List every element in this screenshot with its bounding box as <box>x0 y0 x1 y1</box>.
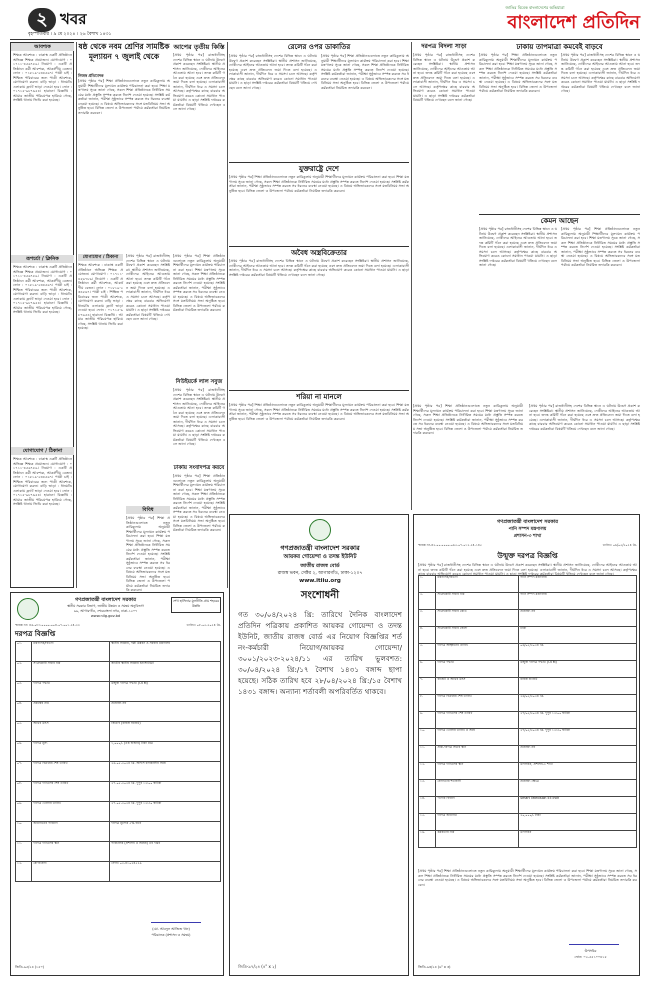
table-row <box>16 642 221 662</box>
table-cell: জিওবি (রাজস্ব বাজেট) <box>110 722 221 742</box>
table-cell: ০৭. <box>16 762 32 782</box>
tender-ad-water-dept: পানি সম্পদ মন্ত্রণালয় <box>508 527 547 532</box>
table-cell: দরপত্র পদ্ধতি <box>436 661 519 678</box>
correction-ad-addr: রাজস্ব ভবন, সেক্টর ২, আগারগাঁও, ঢাকা-১২০৭ <box>277 571 363 576</box>
table-cell: প্রযোজ্য নয় <box>519 746 637 763</box>
table-row <box>16 802 221 822</box>
article-heat-body-2: [প্রথম পৃষ্ঠার পর] রাজধানীসহ দেশের বিভিন্ন স্থানে এ ঘটনায় উদ্বেগ প্রকাশ করেছেন সংশ্লিষ্টরা। স্থানীয় প্রশাসন জানিয়েছে, দোষীদের আইনের আওতায় আনা হবে। তদন্ত কমিটি গঠন করা হয়েছে এবং দ্রুত প্রতিবেদন জমা দিতে বলা হয়েছে। এলাকাবাসী জানান, দীর্ঘদিন ধরে এ সমস্যা চলে আসছে। কর্তৃপক্ষের কাছে বারবার অভিযোগ করেও কোনো সমাধান পাওয়া যায়নি। এ ছাড়া সংশ্লিষ্ট দপ্তরের কর্মকর্তারা বিষয়টি খতিয়ে দেখছেন বলে জানা গেছে। <box>561 53 640 93</box>
table-cell: ০১. <box>16 642 32 662</box>
table-cell: দরপত্র বিক্রয়ের শেষ তারিখ <box>32 762 110 782</box>
table-cell: বাজেট ও অর্থের উৎস <box>436 678 519 695</box>
table-cell: সংগ্রহকারী সত্তার কোড <box>436 610 519 627</box>
table-row <box>16 682 221 702</box>
article-sharia <box>229 392 409 510</box>
table-row <box>419 610 637 627</box>
table-cell: দরপত্র দাখিলের শেষ তারিখ <box>436 712 519 729</box>
table-row <box>419 763 637 780</box>
classifieds-text-2: শিক্ষক আবশ্যক : ঢাকাস্থ একটি প্রতিষ্ঠানে অভিজ্ঞ শিক্ষক প্রয়োজন। যোগাযোগ : ০১৭১১-৪৫৬৭৮৯। নিয়োগ : একটি প্রতিষ্ঠানে কর্মী আবশ্যক, আকর্ষণীয় বেতন। ফোন : ০১৮১৯-২৩৪৫৬৭। পাত্রী চাই : শিক্ষিত পরিবারের জন্য পাত্রী আবশ্যক, যোগাযোগ করুন। বাড়ি ভাড়া : ধানমণ্ডি এলাকায় ফ্ল্যাট ভাড়া দেওয়া হবে। ফোন : ০১৭১৫-৯৮৭৬৫৪। হারানো বিজ্ঞপ্তি : আমার জাতীয় পরিচয়পত্র হারিয়ে গেছে, সংশ্লিষ্ট থানায় জিডি করা হয়েছে। <box>13 265 72 314</box>
table-cell: ২৭/০৫/২০২৪ খ্রি. দুপুর ১২:৩০ ঘটিকা <box>519 729 637 746</box>
correction-ad-code: জিডি-৯৭/২৪ (৪" x ২) <box>238 964 277 969</box>
table-cell: দরপত্র খোলার তারিখ ও সময় <box>436 729 519 746</box>
table-cell: স্থানীয় সরকার, পল্লী উন্নয়ন ও সমবায় মন্ত্রণালয় <box>110 642 221 662</box>
table-cell: অর্থের উৎস <box>32 722 110 742</box>
table-row <box>419 695 637 712</box>
table-cell: ০৬/০৫/২০২৪ খ্রি. <box>519 644 637 661</box>
article-us <box>229 164 409 244</box>
table-cell: যোগাযোগ <box>32 862 110 882</box>
tender-ad-water-signer: উপসচিব <box>584 949 597 953</box>
table-row <box>419 729 637 746</box>
table-cell: দরপত্র বিক্রয়ের শেষ তারিখ <box>436 695 519 712</box>
section-label: খবর <box>60 10 87 28</box>
correction-ad-body: গত ৩০/০৪/২০২৪ খ্রি: তারিখে দৈনিক বাংলাদেশ প্রতিদিন পত্রিকায় প্রকাশিত আয়কর গোয়েন্দা ও তদন্ত ইউনিট, জাতীয় রাজস্ব বোর্ড এর নিয়োগ বিজ্ঞপ্তির শর্ত নং-কর্মচারী নিয়োগ/আয়কর গোয়েন্দা/৩০০১/২০২৩-২০২৪/১১ এর তারিখ ভুলবশত: ৩০/০৪/২০২৪ খ্রি:/১৭ বৈশাখ ১৪৩১ বঙ্গাব্দ ছাপা হয়েছে। সঠিক তারিখ হবে ২৮/০৪/২০২৪ খ্রি:/১৫ বৈশাখ ১৪৩১ বঙ্গাব্দ। অন্যান্য শর্তাবলী অপরিবর্তিত থাকবে। <box>238 610 402 696</box>
article-newyork-headline: নিউইয়র্কে লাল সবুজ <box>175 379 223 385</box>
table-row <box>16 782 221 802</box>
tender-ad-nilg-date: তারিখ: ০৮-০৫-২০২৪ খ্রি. <box>186 623 221 627</box>
article-sports-col <box>78 254 123 588</box>
article-installment-headline: আপের তৃতীয় কিস্তি <box>173 43 225 51</box>
tender-table-nilg <box>15 641 221 882</box>
tender-ad-nilg-code: জিডি-৯৫/২৪ (১৫০) <box>15 965 44 969</box>
table-cell: দরপত্র দাখিলের শেষ তারিখ <box>32 782 110 802</box>
tender-ad-nilg-title: দরপত্র বিজ্ঞপ্তি <box>15 630 56 638</box>
tender-ad-water-sub: প্রশাসন-৩ শাখা <box>513 534 542 539</box>
tender-ad-water <box>413 514 640 976</box>
table-cell: ৩. <box>419 610 436 627</box>
tender-ad-nilg-signer: (মো. আবদুল আজিজ খান) <box>152 927 190 931</box>
tender-ad-nilg-table <box>15 641 221 901</box>
tender-ad-nilg-web: www.nilg.gov.bd <box>90 614 121 618</box>
masthead-tagline: জাতির বিবেক বাংলাদেশের অভিযাত্রা <box>505 5 565 10</box>
article-installment-2 <box>173 254 225 376</box>
table-cell: দরপত্র আহ্বানের তারিখ <box>436 644 519 661</box>
table-cell: দরপত্র জামানত <box>436 814 519 831</box>
table-cell: উপসচিব, প্রশাসন-৩ শাখা <box>519 763 637 780</box>
table-cell: ০৩. <box>16 682 32 702</box>
tender-ad-water-title: উন্মুক্ত দরপত্র বিজ্ঞপ্তি <box>497 552 558 560</box>
table-cell: ১২. <box>419 763 436 780</box>
table-row <box>16 662 221 682</box>
table-row <box>419 593 637 610</box>
article-us-headline: যুক্তরাষ্ট্রে দেশে <box>299 165 339 173</box>
table-cell: ফোন: ০২-৪১০২৪৫২৯ <box>110 862 221 882</box>
table-cell: Smart Television 55 Inch <box>519 797 637 814</box>
table-row <box>16 822 221 842</box>
table-cell: উন্মুক্ত দরপত্র পদ্ধতি (OTM) <box>110 682 221 702</box>
table-cell: ১৪. <box>419 797 436 814</box>
table-cell: ০৪. <box>16 702 32 722</box>
table-cell: প্রযোজ্য নয় <box>519 610 637 627</box>
table-cell: ১০. <box>16 822 32 842</box>
tender-ad-nilg-signer-title: পরিচালক (প্রশাসন ও সমন্বয়) <box>151 933 191 937</box>
article-heat-body-1: [প্রথম পৃষ্ঠার পর] শিক্ষা প্রতিষ্ঠানগুলোতে নতুন কারিকুলাম অনুযায়ী শিক্ষার্থীদের মূল্যায়ন কার্যক্রম পরিচালনা করা হবে। শিক্ষা মন্ত্রণালয় সূত্রে জানা গেছে, সকল শিক্ষা প্রতিষ্ঠানকে নির্ধারিত সময়ের মধ্যে প্রস্তুতি সম্পন্ন করতে নির্দেশ দেওয়া হয়েছে। সংশ্লিষ্ট কর্মকর্তারা জানান, পরীক্ষা সুষ্ঠুভাবে সম্পন্ন করতে সব ধরনের ব্যবস্থা নেওয়া হয়েছে। এ বিষয়ে অভিভাবকদের সঙ্গে মতবিনিময় সভা অনুষ্ঠিত হবে। বিভিন্ন জেলা ও উপজেলা পর্যায়ে কর্মকর্তারা নিয়মিত তদারকি করবেন। <box>479 53 557 93</box>
article-continued <box>413 404 640 510</box>
table-cell: ২. <box>419 593 436 610</box>
tender-ad-nilg-slogan: শেখ হাসিনার মূলনীতি গ্রাম শহরের উন্নতি <box>171 597 221 613</box>
table-cell: উন্মুক্ত দরপত্র পদ্ধতি (OTM) <box>519 661 637 678</box>
table-cell: রাজস্ব বাজেট <box>519 678 637 695</box>
tender-ad-water-signer-title: ফোন: ০২-৫৫১০০৪১৫ <box>574 955 607 959</box>
gov-seal-icon <box>17 598 39 620</box>
page-number-badge: ২ <box>28 8 56 32</box>
article-installment-body: [প্রথম পৃষ্ঠার পর] রাজধানীসহ দেশের বিভিন্ন স্থানে এ ঘটনায় উদ্বেগ প্রকাশ করেছেন সংশ্লিষ্টরা। স্থানীয় প্রশাসন জানিয়েছে, দোষীদের আইনের আওতায় আনা হবে। তদন্ত কমিটি গঠন করা হয়েছে এবং দ্রুত প্রতিবেদন জমা দিতে বলা হয়েছে। এলাকাবাসী জানান, দীর্ঘদিন ধরে এ সমস্যা চলে আসছে। কর্তৃপক্ষের কাছে বারবার অভিযোগ করেও কোনো সমাধান পাওয়া যায়নি। এ ছাড়া সংশ্লিষ্ট দপ্তরের কর্মকর্তারা বিষয়টি খতিয়ে দেখছেন বলে জানা গেছে। <box>173 53 225 111</box>
article-press-body: [প্রথম পৃষ্ঠার পর] শিক্ষা প্রতিষ্ঠানগুলোতে নতুন কারিকুলাম অনুযায়ী শিক্ষার্থীদের মূল্যায়ন কার্যক্রম পরিচালনা করা হবে। শিক্ষা মন্ত্রণালয় সূত্রে জানা গেছে, সকল শিক্ষা প্রতিষ্ঠানকে নির্ধারিত সময়ের মধ্যে প্রস্তুতি সম্পন্ন করতে নির্দেশ দেওয়া হয়েছে। সংশ্লিষ্ট কর্মকর্তারা জানান, পরীক্ষা সুষ্ঠুভাবে সম্পন্ন করতে সব ধরনের ব্যবস্থা নেওয়া হয়েছে। এ বিষয়ে অভিভাবকদের সঙ্গে মতবিনিময় সভা অনুষ্ঠিত হবে। বিভিন্ন জেলা ও উপজেলা পর্যায়ে কর্মকর্তারা নিয়মিত তদারকি করবেন। <box>173 474 225 532</box>
table-cell: দরপত্র মূল্যের ৫% হারে <box>110 822 221 842</box>
article-exam-headline: ষষ্ঠ থেকে নবম শ্রেণির সামষ্টিক মূল্যায়ন ৭ জুলাই থেকে <box>78 42 170 61</box>
col-divider-c <box>411 42 412 510</box>
tender-table-water <box>418 575 637 848</box>
table-cell: সংগ্রহকারী সত্তার জেলা <box>436 627 519 644</box>
article-press-headline: ঢাকায় সংবাদপত্র করবে <box>173 465 225 471</box>
table-cell: ১১. <box>419 746 436 763</box>
table-cell: প্রকল্পের নাম <box>32 702 110 722</box>
table-cell: সংগ্রহকারী সত্তার নাম <box>32 662 110 682</box>
table-cell: ২৭-০৫-২০২৪ খ্রি. দুপুর ১২:০০ ঘটিকা <box>110 782 221 802</box>
article-howareyou <box>479 216 640 402</box>
correction-ad-web: www.itiiu.org <box>299 578 341 584</box>
tender-ad-nilg-addr: ৯৯, আগারগাঁও, শেরেবাংলা নগর, ঢাকা-১২০৭ <box>73 609 138 613</box>
tender-ad-water-code: জিডি-৯৩/২৪ (৬" x ৩) <box>418 965 451 969</box>
table-cell: উপসচিব <box>519 831 637 848</box>
article-installment <box>173 42 225 252</box>
correction-ad <box>229 514 409 976</box>
table-cell: ০৫. <box>16 722 32 742</box>
table-cell: কর্মকর্তার নাম <box>436 831 519 848</box>
article-howareyou-body-1: [প্রথম পৃষ্ঠার পর] রাজধানীসহ দেশের বিভিন্ন স্থানে এ ঘটনায় উদ্বেগ প্রকাশ করেছেন সংশ্লিষ্টরা। স্থানীয় প্রশাসন জানিয়েছে, দোষীদের আইনের আওতায় আনা হবে। তদন্ত কমিটি গঠন করা হয়েছে এবং দ্রুত প্রতিবেদন জমা দিতে বলা হয়েছে। এলাকাবাসী জানান, দীর্ঘদিন ধরে এ সমস্যা চলে আসছে। কর্তৃপক্ষের কাছে বারবার অভিযোগ করেও কোনো সমাধান পাওয়া যায়নি। এ ছাড়া সংশ্লিষ্ট দপ্তরের কর্মকর্তারা বিষয়টি খতিয়ে দেখছেন বলে জানা গেছে। <box>479 227 557 267</box>
classifieds-column <box>10 42 74 588</box>
masthead-logo: বাংলাদেশ প্রতিদিন <box>507 12 640 33</box>
article-continued-body-1: [প্রথম পৃষ্ঠার পর] শিক্ষা প্রতিষ্ঠানগুলোতে নতুন কারিকুলাম অনুযায়ী শিক্ষার্থীদের মূল্যায়ন কার্যক্রম পরিচালনা করা হবে। শিক্ষা মন্ত্রণালয় সূত্রে জানা গেছে, সকল শিক্ষা প্রতিষ্ঠানকে নির্ধারিত সময়ের মধ্যে প্রস্তুতি সম্পন্ন করতে নির্দেশ দেওয়া হয়েছে। সংশ্লিষ্ট কর্মকর্তারা জানান, পরীক্ষা সুষ্ঠুভাবে সম্পন্ন করতে সব ধরনের ব্যবস্থা নেওয়া হয়েছে। এ বিষয়ে অভিভাবকদের সঙ্গে মতবিনিময় সভা অনুষ্ঠিত হবে। বিভিন্ন জেলা ও উপজেলা পর্যায়ে কর্মকর্তারা নিয়মিত তদারকি করবেন। <box>413 404 523 435</box>
classifieds-text-3: শিক্ষক আবশ্যক : ঢাকাস্থ একটি প্রতিষ্ঠানে অভিজ্ঞ শিক্ষক প্রয়োজন। যোগাযোগ : ০১৭১১-৪৫৬৭৮৯। নিয়োগ : একটি প্রতিষ্ঠানে কর্মী আবশ্যক, আকর্ষণীয় বেতন। ফোন : ০১৮১৯-২৩৪৫৬৭। পাত্রী চাই : শিক্ষিত পরিবারের জন্য পাত্রী আবশ্যক, যোগাযোগ করুন। বাড়ি ভাড়া : ধানমণ্ডি এলাকায় ফ্ল্যাট ভাড়া দেওয়া হবে। ফোন : ০১৭১৫-৯৮৭৬৫৪। হারানো বিজ্ঞপ্তি : আমার জাতীয় পরিচয়পত্র হারিয়ে গেছে, সংশ্লিষ্ট থানায় জিডি করা হয়েছে। <box>13 457 72 506</box>
table-cell: ৫. <box>419 644 436 661</box>
article-misc-heading: বিবিধ <box>126 506 170 514</box>
correction-ad-gov: গণপ্রজাতন্ত্রী বাংলাদেশ সরকার <box>280 544 360 552</box>
article-misc-body-2: [প্রথম পৃষ্ঠার পর] শিক্ষা প্রতিষ্ঠানগুলোতে নতুন কারিকুলাম অনুযায়ী শিক্ষার্থীদের মূল্যায়ন কার্যক্রম পরিচালনা করা হবে। শিক্ষা মন্ত্রণালয় সূত্রে জানা গেছে, সকল শিক্ষা প্রতিষ্ঠানকে নির্ধারিত সময়ের মধ্যে প্রস্তুতি সম্পন্ন করতে নির্দেশ দেওয়া হয়েছে। সংশ্লিষ্ট কর্মকর্তারা জানান, পরীক্ষা সুষ্ঠুভাবে সম্পন্ন করতে সব ধরনের ব্যবস্থা নেওয়া হয়েছে। এ বিষয়ে অভিভাবকদের সঙ্গে মতবিনিময় সভা অনুষ্ঠিত হবে। বিভিন্ন জেলা ও উপজেলা পর্যায়ে কর্মকর্তারা নিয়মিত তদারকি করবেন। <box>126 516 170 592</box>
col-divider-b <box>227 42 228 588</box>
divider-4 <box>479 214 640 215</box>
article-exam-byline: নিজস্ব প্রতিবেদক <box>78 73 104 78</box>
classifieds-heading-3: যোগাযোগ / ঠিকানা <box>11 447 74 455</box>
table-cell: পণ্যের বিবরণ <box>436 797 519 814</box>
table-cell: ০৮. <box>16 782 32 802</box>
article-misc-col <box>126 254 170 592</box>
article-arms-body: [প্রথম পৃষ্ঠার পর] রাজধানীসহ দেশের বিভিন্ন স্থানে এ ঘটনায় উদ্বেগ প্রকাশ করেছেন সংশ্লিষ্টরা। স্থানীয় প্রশাসন জানিয়েছে, দোষীদের আইনের আওতায় আনা হবে। তদন্ত কমিটি গঠন করা হয়েছে এবং দ্রুত প্রতিবেদন জমা দিতে বলা হয়েছে। এলাকাবাসী জানান, দীর্ঘদিন ধরে এ সমস্যা চলে আসছে। কর্তৃপক্ষের কাছে বারবার অভিযোগ করেও কোনো সমাধান পাওয়া যায়নি। এ ছাড়া সংশ্লিষ্ট দপ্তরের কর্মকর্তারা বিষয়টি খতিয়ে দেখছেন বলে জানা গেছে। <box>229 259 409 277</box>
article-continued-body-2: [প্রথম পৃষ্ঠার পর] রাজধানীসহ দেশের বিভিন্ন স্থানে এ ঘটনায় উদ্বেগ প্রকাশ করেছেন সংশ্লিষ্টরা। স্থানীয় প্রশাসন জানিয়েছে, দোষীদের আইনের আওতায় আনা হবে। তদন্ত কমিটি গঠন করা হয়েছে এবং দ্রুত প্রতিবেদন জমা দিতে বলা হয়েছে। এলাকাবাসী জানান, দীর্ঘদিন ধরে এ সমস্যা চলে আসছে। কর্তৃপক্ষের কাছে বারবার অভিযোগ করেও কোনো সমাধান পাওয়া যায়নি। এ ছাড়া সংশ্লিষ্ট দপ্তরের কর্মকর্তারা বিষয়টি খতিয়ে দেখছেন বলে জানা গেছে। <box>529 404 640 431</box>
table-cell: ৬. <box>419 661 436 678</box>
table-row <box>16 722 221 742</box>
tender-ad-water-date: তারিখ: ০৬/০৫/২০২৪ খ্রি. <box>602 543 637 547</box>
gov-seal-icon-2 <box>309 519 331 541</box>
tender-ad-nilg <box>10 592 224 976</box>
article-howareyou-headline: কেমন আছেন <box>540 217 579 225</box>
article-sports-heading: যোগাযোগ / ঠিকানা <box>78 254 123 261</box>
table-cell: ১০. <box>419 729 436 746</box>
table-cell: সংগ্রহকারী সত্তার নাম <box>436 593 519 610</box>
tender-ad-water-intro: [প্রথম পৃষ্ঠার পর] রাজধানীসহ দেশের বিভিন্ন স্থানে এ ঘটনায় উদ্বেগ প্রকাশ করেছেন সংশ্লিষ্টরা। স্থানীয় প্রশাসন জানিয়েছে, দোষীদের আইনের আওতায় আনা হবে। তদন্ত কমিটি গঠন করা হয়েছে এবং দ্রুত প্রতিবেদন জমা দিতে বলা হয়েছে। এলাকাবাসী জানান, দীর্ঘদিন ধরে এ সমস্যা চলে আসছে। কর্তৃপক্ষের কাছে বারবার অভিযোগ করেও কোনো সমাধান পাওয়া যায়নি। এ ছাড়া সংশ্লিষ্ট দপ্তরের কর্মকর্তারা বিষয়টি খতিয়ে দেখছেন বলে জানা গেছে। <box>418 563 637 576</box>
tender-ad-nilg-gov: গণপ্রজাতন্ত্রী বাংলাদেশ সরকার <box>75 597 136 603</box>
table-cell: ০২. <box>16 662 32 682</box>
tender-ad-water-gov: গণপ্রজাতন্ত্রী বাংলাদেশ সরকার <box>497 519 558 525</box>
tender-ad-water-table-wrap <box>418 575 637 865</box>
table-row <box>419 712 637 729</box>
article-exam <box>78 42 170 252</box>
classifieds-text-1: শিক্ষক আবশ্যক : ঢাকাস্থ একটি প্রতিষ্ঠানে অভিজ্ঞ শিক্ষক প্রয়োজন। যোগাযোগ : ০১৭১১-৪৫৬৭৮৯। নিয়োগ : একটি প্রতিষ্ঠানে কর্মী আবশ্যক, আকর্ষণীয় বেতন। ফোন : ০১৮১৯-২৩৪৫৬৭। পাত্রী চাই : শিক্ষিত পরিবারের জন্য পাত্রী আবশ্যক, যোগাযোগ করুন। বাড়ি ভাড়া : ধানমণ্ডি এলাকায় ফ্ল্যাট ভাড়া দেওয়া হবে। ফোন : ০১৭১৫-৯৮৭৬৫৪। হারানো বিজ্ঞপ্তি : আমার জাতীয় পরিচয়পত্র হারিয়ে গেছে, সংশ্লিষ্ট থানায় জিডি করা হয়েছে। <box>13 53 72 102</box>
article-installment-body-2: [প্রথম পৃষ্ঠার পর] শিক্ষা প্রতিষ্ঠানগুলোতে নতুন কারিকুলাম অনুযায়ী শিক্ষার্থীদের মূল্যায়ন কার্যক্রম পরিচালনা করা হবে। শিক্ষা মন্ত্রণালয় সূত্রে জানা গেছে, সকল শিক্ষা প্রতিষ্ঠানকে নির্ধারিত সময়ের মধ্যে প্রস্তুতি সম্পন্ন করতে নির্দেশ দেওয়া হয়েছে। সংশ্লিষ্ট কর্মকর্তারা জানান, পরীক্ষা সুষ্ঠুভাবে সম্পন্ন করতে সব ধরনের ব্যবস্থা নেওয়া হয়েছে। এ বিষয়ে অভিভাবকদের সঙ্গে মতবিনিময় সভা অনুষ্ঠিত হবে। বিভিন্ন জেলা ও উপজেলা পর্যায়ে কর্মকর্তারা নিয়মিত তদারকি করবেন। <box>173 254 225 312</box>
table-cell: দরপত্র দাখিলের স্থান <box>32 842 110 862</box>
table-cell: ০৯. <box>16 802 32 822</box>
table-cell: ৭. <box>419 678 436 695</box>
table-cell: দরপত্র দাখিলের স্থান <box>436 763 519 780</box>
article-arms <box>229 248 409 388</box>
table-cell: মন্ত্রণালয়/বিভাগ <box>436 576 519 593</box>
article-sharia-headline: শরিয়া না মানলে <box>296 393 342 401</box>
article-sports-body: শিক্ষক আবশ্যক : ঢাকাস্থ একটি প্রতিষ্ঠানে অভিজ্ঞ শিক্ষক প্রয়োজন। যোগাযোগ : ০১৭১১-৪৫৬৭৮৯। নিয়োগ : একটি প্রতিষ্ঠানে কর্মী আবশ্যক, আকর্ষণীয় বেতন। ফোন : ০১৮১৯-২৩৪৫৬৭। পাত্রী চাই : শিক্ষিত পরিবারের জন্য পাত্রী আবশ্যক, যোগাযোগ করুন। বাড়ি ভাড়া : ধানমণ্ডি এলাকায় ফ্ল্যাট ভাড়া দেওয়া হবে। ফোন : ০১৭১৫-৯৮৭৬৫৪। হারানো বিজ্ঞপ্তি : আমার জাতীয় পরিচয়পত্র হারিয়ে গেছে, সংশ্লিষ্ট থানায় জিডি করা হয়েছে। <box>78 263 123 330</box>
table-cell: ০৬. <box>16 742 32 762</box>
table-cell: ২০,০০০/- টাকা <box>519 814 637 831</box>
table-cell: দরপত্র মূল্য <box>32 742 110 762</box>
table-cell: পরিচালক (প্রশাসন ও সমন্বয়) এর দপ্তর <box>110 842 221 862</box>
divider-3 <box>229 390 409 391</box>
table-cell: ১২. <box>16 862 32 882</box>
date-line: বৃহস্পতিবার । ৯ মে ২০২৪ । ২৬ বৈশাখ ১৪৩১ <box>28 32 112 37</box>
table-cell: ৯. <box>419 712 436 729</box>
table-cell: পানি সম্পদ মন্ত্রণালয় <box>519 593 637 610</box>
table-cell: দরপত্র পদ্ধতি <box>32 682 110 702</box>
article-us-body: [প্রথম পৃষ্ঠার পর] শিক্ষা প্রতিষ্ঠানগুলোতে নতুন কারিকুলাম অনুযায়ী শিক্ষার্থীদের মূল্যায়ন কার্যক্রম পরিচালনা করা হবে। শিক্ষা মন্ত্রণালয় সূত্রে জানা গেছে, সকল শিক্ষা প্রতিষ্ঠানকে নির্ধারিত সময়ের মধ্যে প্রস্তুতি সম্পন্ন করতে নির্দেশ দেওয়া হয়েছে। সংশ্লিষ্ট কর্মকর্তারা জানান, পরীক্ষা সুষ্ঠুভাবে সম্পন্ন করতে সব ধরনের ব্যবস্থা নেওয়া হয়েছে। এ বিষয়ে অভিভাবকদের সঙ্গে মতবিনিময় সভা অনুষ্ঠিত হবে। বিভিন্ন জেলা ও উপজেলা পর্যায়ে কর্মকর্তারা নিয়মিত তদারকি করবেন। <box>229 175 409 193</box>
article-rail-headline: রেলের ওপর ডাকাতির <box>287 43 351 51</box>
table-cell: ২৭/০৫/২০২৪ খ্রি. দুপুর ১২:০০ ঘটিকা <box>519 712 637 729</box>
table-cell: ঢাকা <box>519 627 637 644</box>
table-cell: প্রযোজ্য নয় <box>110 702 221 722</box>
table-row <box>16 742 221 762</box>
table-row <box>419 644 637 661</box>
tender-ad-water-notes: [প্রথম পৃষ্ঠার পর] শিক্ষা প্রতিষ্ঠানগুলোতে নতুন কারিকুলাম অনুযায়ী শিক্ষার্থীদের মূল্যায়ন কার্যক্রম পরিচালনা করা হবে। শিক্ষা মন্ত্রণালয় সূত্রে জানা গেছে, সকল শিক্ষা প্রতিষ্ঠানকে নির্ধারিত সময়ের মধ্যে প্রস্তুতি সম্পন্ন করতে নির্দেশ দেওয়া হয়েছে। সংশ্লিষ্ট কর্মকর্তারা জানান, পরীক্ষা সুষ্ঠুভাবে সম্পন্ন করতে সব ধরনের ব্যবস্থা নেওয়া হয়েছে। এ বিষয়ে অভিভাবকদের সঙ্গে মতবিনিময় সভা অনুষ্ঠিত হবে। বিভিন্ন জেলা ও উপজেলা পর্যায়ে কর্মকর্তারা নিয়মিত তদারকি করবেন। <box>418 869 637 887</box>
divider-2 <box>229 246 409 247</box>
table-cell: প্রাক-দরপত্র সভার স্থান <box>436 746 519 763</box>
table-cell: ২৬/০৫/২০২৪ খ্রি. <box>519 695 637 712</box>
article-rail-body-1: [প্রথম পৃষ্ঠার পর] রাজধানীসহ দেশের বিভিন্ন স্থানে এ ঘটনায় উদ্বেগ প্রকাশ করেছেন সংশ্লিষ্টরা। স্থানীয় প্রশাসন জানিয়েছে, দোষীদের আইনের আওতায় আনা হবে। তদন্ত কমিটি গঠন করা হয়েছে এবং দ্রুত প্রতিবেদন জমা দিতে বলা হয়েছে। এলাকাবাসী জানান, দীর্ঘদিন ধরে এ সমস্যা চলে আসছে। কর্তৃপক্ষের কাছে বারবার অভিযোগ করেও কোনো সমাধান পাওয়া যায়নি। এ ছাড়া সংশ্লিষ্ট দপ্তরের কর্মকর্তারা বিষয়টি খতিয়ে দেখছেন বলে জানা গেছে। <box>229 54 317 90</box>
classifieds-heading-2: রূপচর্চা / ক্লিনিক <box>11 255 74 263</box>
tender-ad-nilg-dept: স্থানীয় সরকার বিভাগ, জাতীয় উন্নয়ন ও সমন্বয় অনুবিভাগ <box>67 604 144 608</box>
table-cell: প্রযোজ্য ক্ষেত্রে <box>519 780 637 797</box>
table-cell: জামানতের পরিমাণ <box>32 822 110 842</box>
article-exam-body: [প্রথম পৃষ্ঠার পর] শিক্ষা প্রতিষ্ঠানগুলোতে নতুন কারিকুলাম অনুযায়ী শিক্ষার্থীদের মূল্যায়ন কার্যক্রম পরিচালনা করা হবে। শিক্ষা মন্ত্রণালয় সূত্রে জানা গেছে, সকল শিক্ষা প্রতিষ্ঠানকে নির্ধারিত সময়ের মধ্যে প্রস্তুতি সম্পন্ন করতে নির্দেশ দেওয়া হয়েছে। সংশ্লিষ্ট কর্মকর্তারা জানান, পরীক্ষা সুষ্ঠুভাবে সম্পন্ন করতে সব ধরনের ব্যবস্থা নেওয়া হয়েছে। এ বিষয়ে অভিভাবকদের সঙ্গে মতবিনিময় সভা অনুষ্ঠিত হবে। বিভিন্ন জেলা ও উপজেলা পর্যায়ে কর্মকর্তারা নিয়মিত তদারকি করবেন। <box>78 79 170 115</box>
table-row <box>419 797 637 814</box>
table-row <box>16 762 221 782</box>
table-cell: জাতীয় স্থানীয় সরকার ইনস্টিটিউট <box>110 662 221 682</box>
table-row <box>419 627 637 644</box>
divider-1 <box>229 162 409 163</box>
table-cell: ২৭-০৫-২০২৪ খ্রি. দুপুর ১২:৩০ ঘটিকা <box>110 802 221 822</box>
article-arms-headline: অবৈধ অস্ত্রবিক্রেতার <box>291 249 347 257</box>
article-newyork-body: [প্রথম পৃষ্ঠার পর] রাজধানীসহ দেশের বিভিন্ন স্থানে এ ঘটনায় উদ্বেগ প্রকাশ করেছেন সংশ্লিষ্টরা। স্থানীয় প্রশাসন জানিয়েছে, দোষীদের আইনের আওতায় আনা হবে। তদন্ত কমিটি গঠন করা হয়েছে এবং দ্রুত প্রতিবেদন জমা দিতে বলা হয়েছে। এলাকাবাসী জানান, দীর্ঘদিন ধরে এ সমস্যা চলে আসছে। কর্তৃপক্ষের কাছে বারবার অভিযোগ করেও কোনো সমাধান পাওয়া যায়নি। এ ছাড়া সংশ্লিষ্ট দপ্তরের কর্মকর্তারা বিষয়টি খতিয়ে দেখছেন বলে জানা গেছে। <box>173 388 225 446</box>
table-cell: ১১. <box>16 842 32 862</box>
table-row <box>16 702 221 722</box>
correction-ad-sub: জাতীয় রাজস্ব বোর্ড <box>300 563 340 569</box>
article-tender-body: [প্রথম পৃষ্ঠার পর] রাজধানীসহ দেশের বিভিন্ন স্থানে এ ঘটনায় উদ্বেগ প্রকাশ করেছেন সংশ্লিষ্টরা। স্থানীয় প্রশাসন জানিয়েছে, দোষীদের আইনের আওতায় আনা হবে। তদন্ত কমিটি গঠন করা হয়েছে এবং দ্রুত প্রতিবেদন জমা দিতে বলা হয়েছে। এলাকাবাসী জানান, দীর্ঘদিন ধরে এ সমস্যা চলে আসছে। কর্তৃপক্ষের কাছে বারবার অভিযোগ করেও কোনো সমাধান পাওয়া যায়নি। এ ছাড়া সংশ্লিষ্ট দপ্তরের কর্মকর্তারা বিষয়টি খতিয়ে দেখছেন বলে জানা গেছে। <box>413 53 475 102</box>
table-row <box>419 678 637 695</box>
tender-ad-nilg-ref: স্মারক নং: ৪৬.০৮৩.০০০০.০০৪.০৭.০০১.২৪-৩৩ <box>15 623 80 627</box>
article-misc-body: [প্রথম পৃষ্ঠার পর] রাজধানীসহ দেশের বিভিন্ন স্থানে এ ঘটনায় উদ্বেগ প্রকাশ করেছেন সংশ্লিষ্টরা। স্থানীয় প্রশাসন জানিয়েছে, দোষীদের আইনের আওতায় আনা হবে। তদন্ত কমিটি গঠন করা হয়েছে এবং দ্রুত প্রতিবেদন জমা দিতে বলা হয়েছে। এলাকাবাসী জানান, দীর্ঘদিন ধরে এ সমস্যা চলে আসছে। কর্তৃপক্ষের কাছে বারবার অভিযোগ করেও কোনো সমাধান পাওয়া যায়নি। এ ছাড়া সংশ্লিষ্ট দপ্তরের কর্মকর্তারা বিষয়টি খতিয়ে দেখছেন বলে জানা গেছে। <box>126 254 170 321</box>
table-row <box>419 831 637 848</box>
table-row <box>16 842 221 862</box>
article-sharia-body: [প্রথম পৃষ্ঠার পর] শিক্ষা প্রতিষ্ঠানগুলোতে নতুন কারিকুলাম অনুযায়ী শিক্ষার্থীদের মূল্যায়ন কার্যক্রম পরিচালনা করা হবে। শিক্ষা মন্ত্রণালয় সূত্রে জানা গেছে, সকল শিক্ষা প্রতিষ্ঠানকে নির্ধারিত সময়ের মধ্যে প্রস্তুতি সম্পন্ন করতে নির্দেশ দেওয়া হয়েছে। সংশ্লিষ্ট কর্মকর্তারা জানান, পরীক্ষা সুষ্ঠুভাবে সম্পন্ন করতে সব ধরনের ব্যবস্থা নেওয়া হয়েছে। এ বিষয়ে অভিভাবকদের সঙ্গে মতবিনিময় সভা অনুষ্ঠিত হবে। বিভিন্ন জেলা ও উপজেলা পর্যায়ে কর্মকর্তারা নিয়মিত তদারকি করবেন। <box>229 403 409 421</box>
article-press <box>173 464 225 588</box>
table-row <box>419 814 637 831</box>
classifieds-heading: আবশ্যক <box>11 43 74 51</box>
table-row <box>419 576 637 593</box>
table-row <box>419 661 637 678</box>
table-cell: মন্ত্রণালয়/বিভাগ <box>32 642 110 662</box>
table-row <box>419 780 637 797</box>
table-cell: পানি সম্পদ মন্ত্রণালয় <box>519 576 637 593</box>
table-cell: ১৬. <box>419 831 436 848</box>
table-cell: দরপত্র খোলার তারিখ <box>32 802 110 822</box>
table-row <box>16 862 221 882</box>
page-header <box>10 4 640 38</box>
table-cell: ১,০০০/- (এক হাজার) টাকা মাত্র <box>110 742 221 762</box>
article-rail-body-2: [প্রথম পৃষ্ঠার পর] শিক্ষা প্রতিষ্ঠানগুলোতে নতুন কারিকুলাম অনুযায়ী শিক্ষার্থীদের মূল্যায়ন কার্যক্রম পরিচালনা করা হবে। শিক্ষা মন্ত্রণালয় সূত্রে জানা গেছে, সকল শিক্ষা প্রতিষ্ঠানকে নির্ধারিত সময়ের মধ্যে প্রস্তুতি সম্পন্ন করতে নির্দেশ দেওয়া হয়েছে। সংশ্লিষ্ট কর্মকর্তারা জানান, পরীক্ষা সুষ্ঠুভাবে সম্পন্ন করতে সব ধরনের ব্যবস্থা নেওয়া হয়েছে। এ বিষয়ে অভিভাবকদের সঙ্গে মতবিনিময় সভা অনুষ্ঠিত হবে। বিভিন্ন জেলা ও উপজেলা পর্যায়ে কর্মকর্তারা নিয়মিত তদারকি করবেন। <box>321 54 409 90</box>
article-rail <box>229 42 409 160</box>
tender-ad-water-ref: স্মারক নং-৪২.০০.০০০০.০৬৫.০৭.০১২.২৪-১৪৫ <box>418 543 482 547</box>
table-cell: যোগ্যতার শর্তাবলী <box>436 780 519 797</box>
table-cell: ১৫. <box>419 814 436 831</box>
correction-ad-dept: আয়কর গোয়েন্দা ও তদন্ত ইউনিট <box>283 554 357 560</box>
signature-nilg-icon <box>151 911 201 923</box>
signature-water-icon <box>569 933 619 945</box>
article-heat-headline: ঢাকায় তাপমাত্রা কমবেই বাড়বে <box>516 43 603 51</box>
table-cell: ৮. <box>419 695 436 712</box>
correction-ad-title: সংশোধনী <box>300 590 340 601</box>
table-row <box>419 746 637 763</box>
article-tender-headline: দরপত্র বিদলা সাড়া <box>421 43 467 50</box>
article-howareyou-body-2: [প্রথম পৃষ্ঠার পর] শিক্ষা প্রতিষ্ঠানগুলোতে নতুন কারিকুলাম অনুযায়ী শিক্ষার্থীদের মূল্যায়ন কার্যক্রম পরিচালনা করা হবে। শিক্ষা মন্ত্রণালয় সূত্রে জানা গেছে, সকল শিক্ষা প্রতিষ্ঠানকে নির্ধারিত সময়ের মধ্যে প্রস্তুতি সম্পন্ন করতে নির্দেশ দেওয়া হয়েছে। সংশ্লিষ্ট কর্মকর্তারা জানান, পরীক্ষা সুষ্ঠুভাবে সম্পন্ন করতে সব ধরনের ব্যবস্থা নেওয়া হয়েছে। এ বিষয়ে অভিভাবকদের সঙ্গে মতবিনিময় সভা অনুষ্ঠিত হবে। বিভিন্ন জেলা ও উপজেলা পর্যায়ে কর্মকর্তারা নিয়মিত তদারকি করবেন। <box>561 227 640 267</box>
table-cell: ১. <box>419 576 436 593</box>
article-heat <box>479 42 640 212</box>
article-newyork <box>173 378 225 462</box>
table-cell: ২৬-০৫-২০২৪ খ্রি. অফিস চলাকালীন সময় <box>110 762 221 782</box>
article-tender <box>413 42 475 402</box>
header-rule <box>10 39 640 40</box>
table-cell: ৪. <box>419 627 436 644</box>
table-cell: ১৩. <box>419 780 436 797</box>
col-divider-a <box>76 42 77 588</box>
